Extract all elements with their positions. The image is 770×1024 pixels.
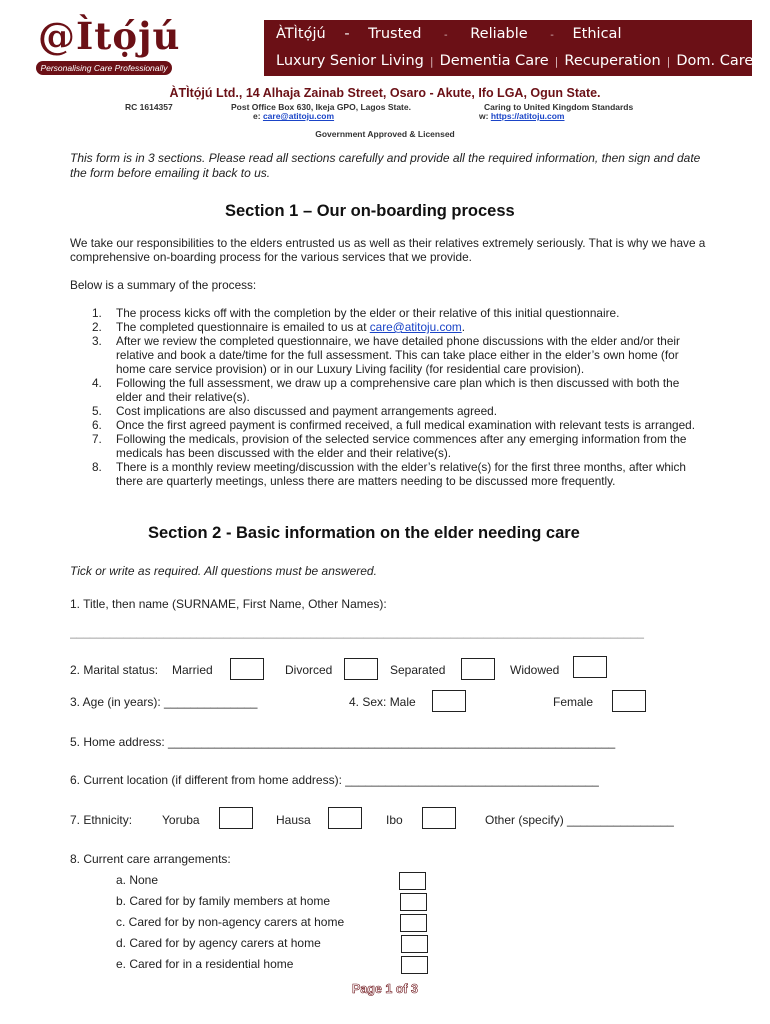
q1-label: 1. Title, then name (SURNAME, First Name, Other Names): bbox=[70, 597, 387, 611]
email-label: e: bbox=[253, 111, 261, 121]
email-link[interactable]: care@atitoju.com bbox=[369, 320, 462, 334]
ethnicity-option-yoruba: Yoruba bbox=[162, 813, 200, 827]
q2-label: 2. Marital status: bbox=[70, 663, 159, 677]
email-link[interactable]: care@atitoju.com bbox=[262, 111, 335, 121]
web-link[interactable]: https://atitoju.com bbox=[490, 111, 565, 121]
banner-service: Dementia Care bbox=[439, 53, 549, 69]
section1-paragraph: We take our responsibilities to the elders entrusted us as well as their relatives extremely seriously. That is why we have a comprehensive on-boarding process for the various services that we provide. bbox=[70, 236, 706, 264]
sex-option-female: Female bbox=[553, 695, 594, 709]
header-banner bbox=[264, 20, 752, 76]
care-option-label: c. Cared for by non-agency carers at home bbox=[116, 915, 345, 929]
care-option-label: b. Cared for by family members at home bbox=[116, 894, 331, 908]
widowed-checkbox[interactable] bbox=[573, 656, 607, 678]
marital-option-divorced: Divorced bbox=[285, 663, 333, 677]
banner-dash: - bbox=[344, 26, 350, 42]
banner-service: Dom. Care bbox=[676, 53, 754, 69]
care-family-checkbox[interactable] bbox=[400, 893, 427, 911]
separated-checkbox[interactable] bbox=[461, 658, 495, 680]
process-steps-list bbox=[70, 306, 702, 488]
q5-home-address-field[interactable]: 5. Home address: ___________________________________________________________________ bbox=[70, 735, 616, 749]
banner-reliable: Reliable bbox=[470, 26, 528, 42]
email-line bbox=[253, 111, 334, 121]
care-option-label: d. Cared for by agency carers at home bbox=[116, 936, 321, 950]
care-none-checkbox[interactable] bbox=[399, 872, 426, 890]
divider: | bbox=[554, 55, 559, 68]
government-approval: Government Approved & Licensed bbox=[315, 129, 455, 139]
section2-instruction: Tick or write as required. All questions must be answered. bbox=[70, 564, 377, 578]
web-label: w: bbox=[479, 111, 489, 121]
banner-row-values bbox=[276, 26, 744, 42]
hausa-checkbox[interactable] bbox=[328, 807, 362, 829]
banner-service: Luxury Senior Living bbox=[276, 53, 424, 69]
logo-tagline: Personalising Care Professionally bbox=[36, 61, 172, 75]
banner-row-services bbox=[276, 53, 754, 69]
banner-trusted: Trusted bbox=[368, 26, 422, 42]
q6-current-location-field[interactable]: 6. Current location (if different from home address): ______________________________________ bbox=[70, 773, 599, 787]
list-item: 8. There is a monthly review meeting/discussion with the elder’s relative(s) for the first three months, after which there are quarterly meetings, unless there are matters needing to be discussed more frequently. bbox=[92, 460, 686, 488]
list-item: 3. After we review the completed questionnaire, we have detailed phone discussions with the elder and/or their relative and book a date/time for the full assessment. This can take place either in the elder’s own home (for home care service provision) or in our Luxury Living facility (for residential care provision). bbox=[92, 334, 680, 376]
page-number: Page 1 of 3 bbox=[352, 982, 418, 996]
marital-option-separated: Separated bbox=[390, 663, 446, 677]
care-non-agency-checkbox[interactable] bbox=[400, 914, 427, 932]
q7-label: 7. Ethnicity: bbox=[70, 813, 133, 827]
q3-age-field[interactable]: 3. Age (in years): ______________ bbox=[70, 695, 258, 709]
ethnicity-option-ibo: Ibo bbox=[386, 813, 403, 827]
banner-ethical: Ethical bbox=[572, 26, 622, 42]
section1-summary-intro: Below is a summary of the process: bbox=[70, 278, 257, 292]
ethnicity-other-field[interactable]: Other (specify) ________________ bbox=[485, 813, 674, 827]
list-item: 5. Cost implications are also discussed and payment arrangements agreed. bbox=[92, 404, 497, 418]
po-box: Post Office Box 630, Ikeja GPO, Lagos State. bbox=[231, 102, 411, 112]
q1-name-field[interactable]: ______________________________________________________________________________________ bbox=[70, 625, 644, 639]
ethnicity-option-hausa: Hausa bbox=[276, 813, 311, 827]
banner-brand: ÀTÌtọ́jú bbox=[276, 26, 326, 42]
female-checkbox[interactable] bbox=[612, 690, 646, 712]
divider: | bbox=[666, 55, 671, 68]
list-item: 4. Following the full assessment, we draw up a comprehensive care plan which is then discussed with both the elder and their relative(s). bbox=[92, 376, 680, 404]
logo-text: @Ìtọ́jú bbox=[38, 14, 181, 58]
divorced-checkbox[interactable] bbox=[344, 658, 378, 680]
list-item: 2. The completed questionnaire is emailed to us at care@atitoju.com. bbox=[92, 320, 466, 334]
care-option-label: e. Cared for in a residential home bbox=[116, 957, 294, 971]
section2-title: Section 2 - Basic information on the elder needing care bbox=[148, 524, 580, 542]
list-item: 6. Once the first agreed payment is confirmed received, a full medical examination with relevant tests is arranged. bbox=[92, 418, 695, 432]
list-item: 7. Following the medicals, provision of the selected service commences after any emerging information from the medicals has been discussed with the elder and their relative(s). bbox=[92, 432, 687, 460]
male-checkbox[interactable] bbox=[432, 690, 466, 712]
rc-number: RC 1614357 bbox=[125, 102, 173, 112]
marital-option-married: Married bbox=[172, 663, 213, 677]
yoruba-checkbox[interactable] bbox=[219, 807, 253, 829]
married-checkbox[interactable] bbox=[230, 658, 264, 680]
q8-label: 8. Current care arrangements: bbox=[70, 852, 231, 866]
banner-service: Recuperation bbox=[564, 53, 661, 69]
banner-dash: - bbox=[550, 30, 554, 41]
standards-text: Caring to United Kingdom Standards bbox=[484, 102, 634, 112]
web-line bbox=[479, 111, 565, 121]
form-intro: This form is in 3 sections. Please read all sections carefully and provide all the required information, then sign and date the form before emailing it back to us. bbox=[70, 151, 701, 180]
section1-title: Section 1 – Our on-boarding process bbox=[225, 202, 515, 220]
company-logo bbox=[34, 14, 181, 80]
q4-label: 4. Sex: Male bbox=[349, 695, 416, 709]
marital-option-widowed: Widowed bbox=[510, 663, 560, 677]
divider: | bbox=[429, 55, 434, 68]
ibo-checkbox[interactable] bbox=[422, 807, 456, 829]
care-option-label: a. None bbox=[116, 873, 159, 887]
list-item: 1. The process kicks off with the completion by the elder or their relative of this initial questionnaire. bbox=[92, 306, 620, 320]
care-agency-checkbox[interactable] bbox=[401, 935, 428, 953]
banner-dash: - bbox=[444, 30, 448, 41]
company-address: ÀTÌtọ́jú Ltd., 14 Alhaja Zainab Street, Osaro - Akute, Ifo LGA, Ogun State. bbox=[169, 86, 601, 100]
care-residential-checkbox[interactable] bbox=[401, 956, 428, 974]
